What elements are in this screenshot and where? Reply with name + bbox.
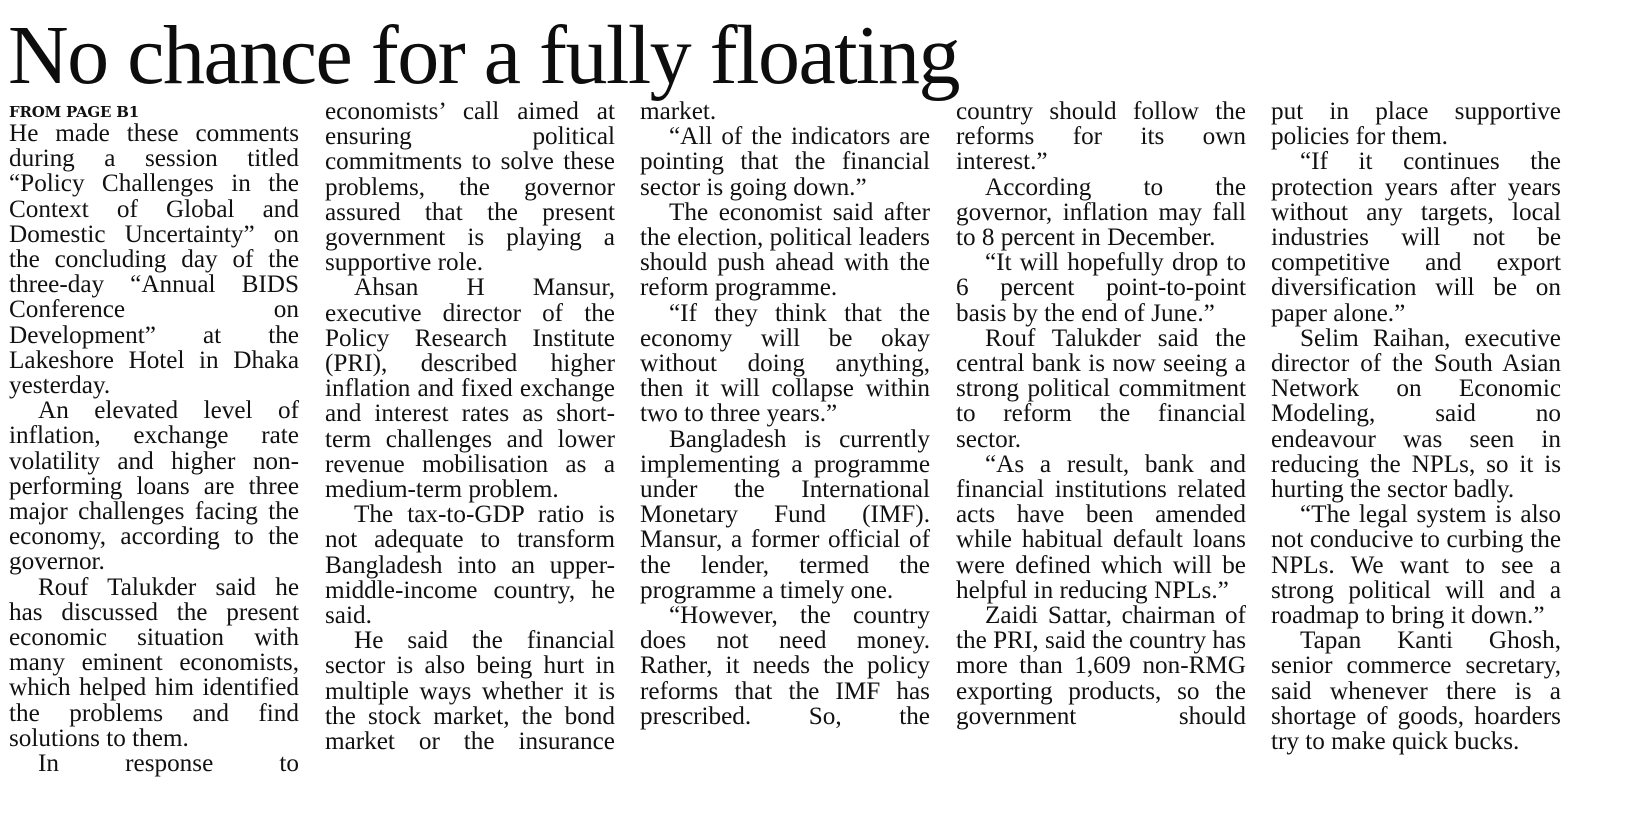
paragraph: In response to — [38, 750, 299, 778]
paragraph: Rouf Talukder said the central bank is now seeing a strong political commitment to reform the financial sector. — [956, 324, 1246, 453]
paragraph: He made these comments during a session titled “Policy Challenges in the Context of Global and Domestic Uncertainty” on the concluding day of the three-day “Annual BIDS Conference on Development” at the Lakeshore Hotel in Dhaka yesterday. — [9, 120, 299, 400]
paragraph: Tapan Kanti Ghosh, senior commerce secretary, said whenever there is a shortage of goods, hoarders try to make quick bucks. — [1271, 627, 1561, 756]
paragraph: “It will hopefully drop to 6 percent point-to-point basis by the end of June.” — [956, 249, 1246, 327]
article-column-3 — [640, 99, 930, 729]
paragraph: He said the financial sector is also being hurt in multiple ways whether it is the stock market, the bond market or the insurance — [325, 627, 615, 756]
paragraph: An elevated level of inflation, exchange rate volatility and higher non-performing loans are three major challenges facing the economy, according to the governor. — [9, 397, 299, 576]
paragraph: Zaidi Sattar, chairman of the PRI, said the country has more than 1,609 non-RMG exporting products, so the government should — [956, 602, 1246, 730]
paragraph: Bangladesh is currently implementing a programme under the International Monetary Fund (IMF). Mansur, a former official of the lender, termed the programme a timely one. — [640, 425, 930, 604]
paragraph: According to the governor, inflation may fall to 8 percent in December. — [956, 173, 1246, 252]
headline: No chance for a fully floating — [8, 9, 959, 102]
paragraph: Rouf Talukder said he has discussed the present economic situation with many eminent economists, which helped him identified the problems and find solutions to them. — [9, 573, 299, 752]
article-column-4 — [956, 99, 1246, 729]
jump-kicker: FROM PAGE B1 — [9, 103, 140, 121]
article-column-2 — [325, 99, 615, 754]
paragraph: market. — [640, 98, 717, 125]
paragraph: Ahsan H Mansur, executive director of the Policy Research Institute (PRI), described higher inflation and fixed exchange and interest rates as short-term challenges and lower revenue mobilisation as a medium-term problem. — [325, 274, 615, 504]
article-column-1 — [9, 99, 299, 776]
paragraph: “However, the country does not need money. Rather, it needs the policy reforms that the IMF has prescribed. So, the — [640, 602, 930, 730]
paragraph: The economist said after the election, political leaders should push ahead with the reform programme. — [640, 198, 930, 302]
paragraph: “As a result, bank and financial institutions related acts have been amended while habitual default loans were defined which will be helpful in reducing NPLs.” — [956, 450, 1246, 604]
paragraph: The tax-to-GDP ratio is not adequate to transform Bangladesh into an upper-middle-income country, he said. — [325, 501, 615, 630]
paragraph: “The legal system is also not conducive to curbing the NPLs. We want to see a strong political will and a roadmap to bring it down.” — [1271, 501, 1561, 630]
paragraph: Selim Raihan, executive director of the South Asian Network on Economic Modeling, said no endeavour was seen in reducing the NPLs, so it is hurting the sector badly. — [1271, 324, 1561, 504]
paragraph: “If they think that the economy will be okay without doing anything, then it will collapse within two to three years.” — [640, 299, 930, 428]
paragraph: put in place supportive policies for them. — [1271, 98, 1561, 151]
paragraph: “If it continues the protection years after years without any targets, local industries will not be competitive and export diversification will be on paper alone.” — [1271, 148, 1561, 327]
paragraph: economists’ call aimed at ensuring political commitments to solve these problems, the governor assured that the present government is playing a supportive role. — [325, 98, 615, 277]
article-column-5 — [1271, 99, 1561, 754]
paragraph: “All of the indicators are pointing that the financial sector is going down.” — [640, 123, 930, 201]
paragraph: country should follow the reforms for its own interest.” — [956, 98, 1246, 176]
